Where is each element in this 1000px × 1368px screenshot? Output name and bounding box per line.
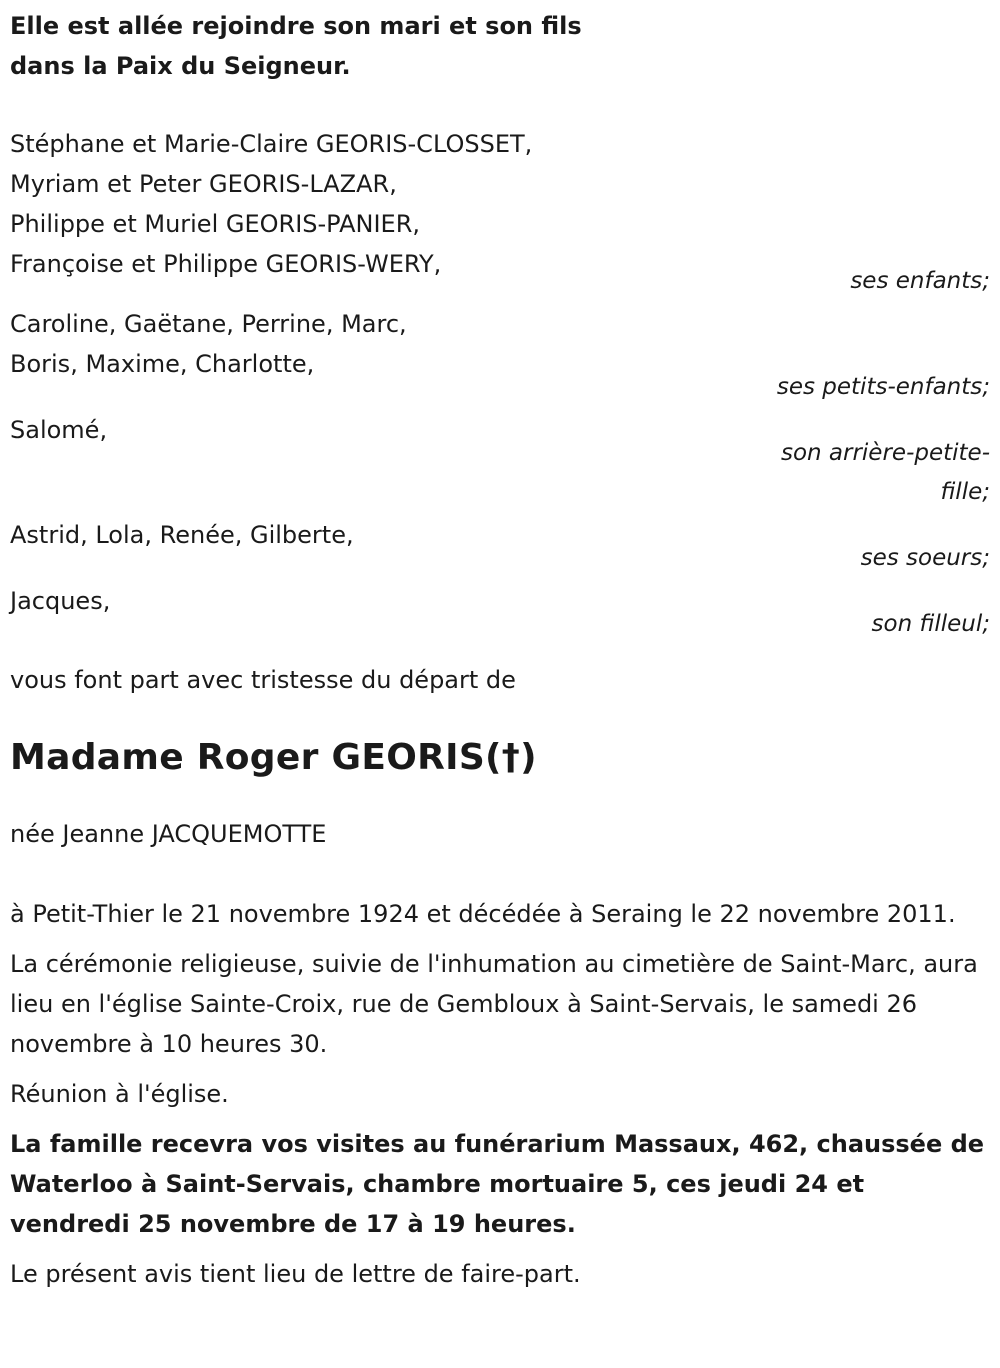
godson-role: son filleul; — [871, 611, 990, 637]
announcement-text: vous font part avec tristesse du départ de — [10, 666, 516, 694]
children-role: ses enfants; — [850, 268, 990, 294]
meeting-text: Réunion à l'église. — [10, 1080, 229, 1108]
deceased-name: Madame Roger GEORIS(†) — [10, 737, 537, 778]
family-group-children — [10, 124, 990, 301]
children-names: Stéphane et Marie-Claire GEORIS-CLOSSET, Myriam et Peter GEORIS-LAZAR, Philippe et Muriel GEORIS-PANIER, Françoise et Philippe GEORIS-WERY, — [10, 130, 533, 278]
maiden-name: née Jeanne JACQUEMOTTE — [10, 820, 327, 848]
birth-death-text: à Petit-Thier le 21 novembre 1924 et décédée à Seraing le 22 novembre 2011. — [10, 900, 956, 928]
great-grandchild-role: son arrière-petite-fille; — [780, 440, 990, 505]
visits-text: La famille recevra vos visites au funérarium Massaux, 462, chaussée de Waterloo à Saint-Servais, chambre mortuaire 5, ces jeudi 24 et vendredi 25 novembre de 17 à 19 heures. — [10, 1130, 985, 1238]
notice-text: Le présent avis tient lieu de lettre de faire-part. — [10, 1260, 581, 1288]
sisters-role: ses soeurs; — [860, 545, 990, 571]
family-group-great-grandchild — [10, 410, 990, 512]
sisters-names: Astrid, Lola, Renée, Gilberte, — [10, 521, 354, 549]
family-group-godson — [10, 581, 990, 644]
intro-text: Elle est allée rejoindre son mari et son fils dans la Paix du Seigneur. — [10, 12, 582, 80]
family-group-sisters — [10, 515, 990, 578]
family-group-grandchildren — [10, 304, 990, 407]
grandchildren-names: Caroline, Gaëtane, Perrine, Marc, Boris, Maxime, Charlotte, — [10, 310, 407, 378]
obituary-notice — [10, 0, 990, 1294]
godson-names: Jacques, — [10, 587, 111, 615]
great-grandchild-names: Salomé, — [10, 416, 108, 444]
grandchildren-role: ses petits-enfants; — [776, 374, 990, 400]
ceremony-text: La cérémonie religieuse, suivie de l'inhumation au cimetière de Saint-Marc, aura lieu en l'église Sainte-Croix, rue de Gembloux à Saint-Servais, le samedi 26 novembre à 10 heures 30. — [10, 950, 978, 1058]
